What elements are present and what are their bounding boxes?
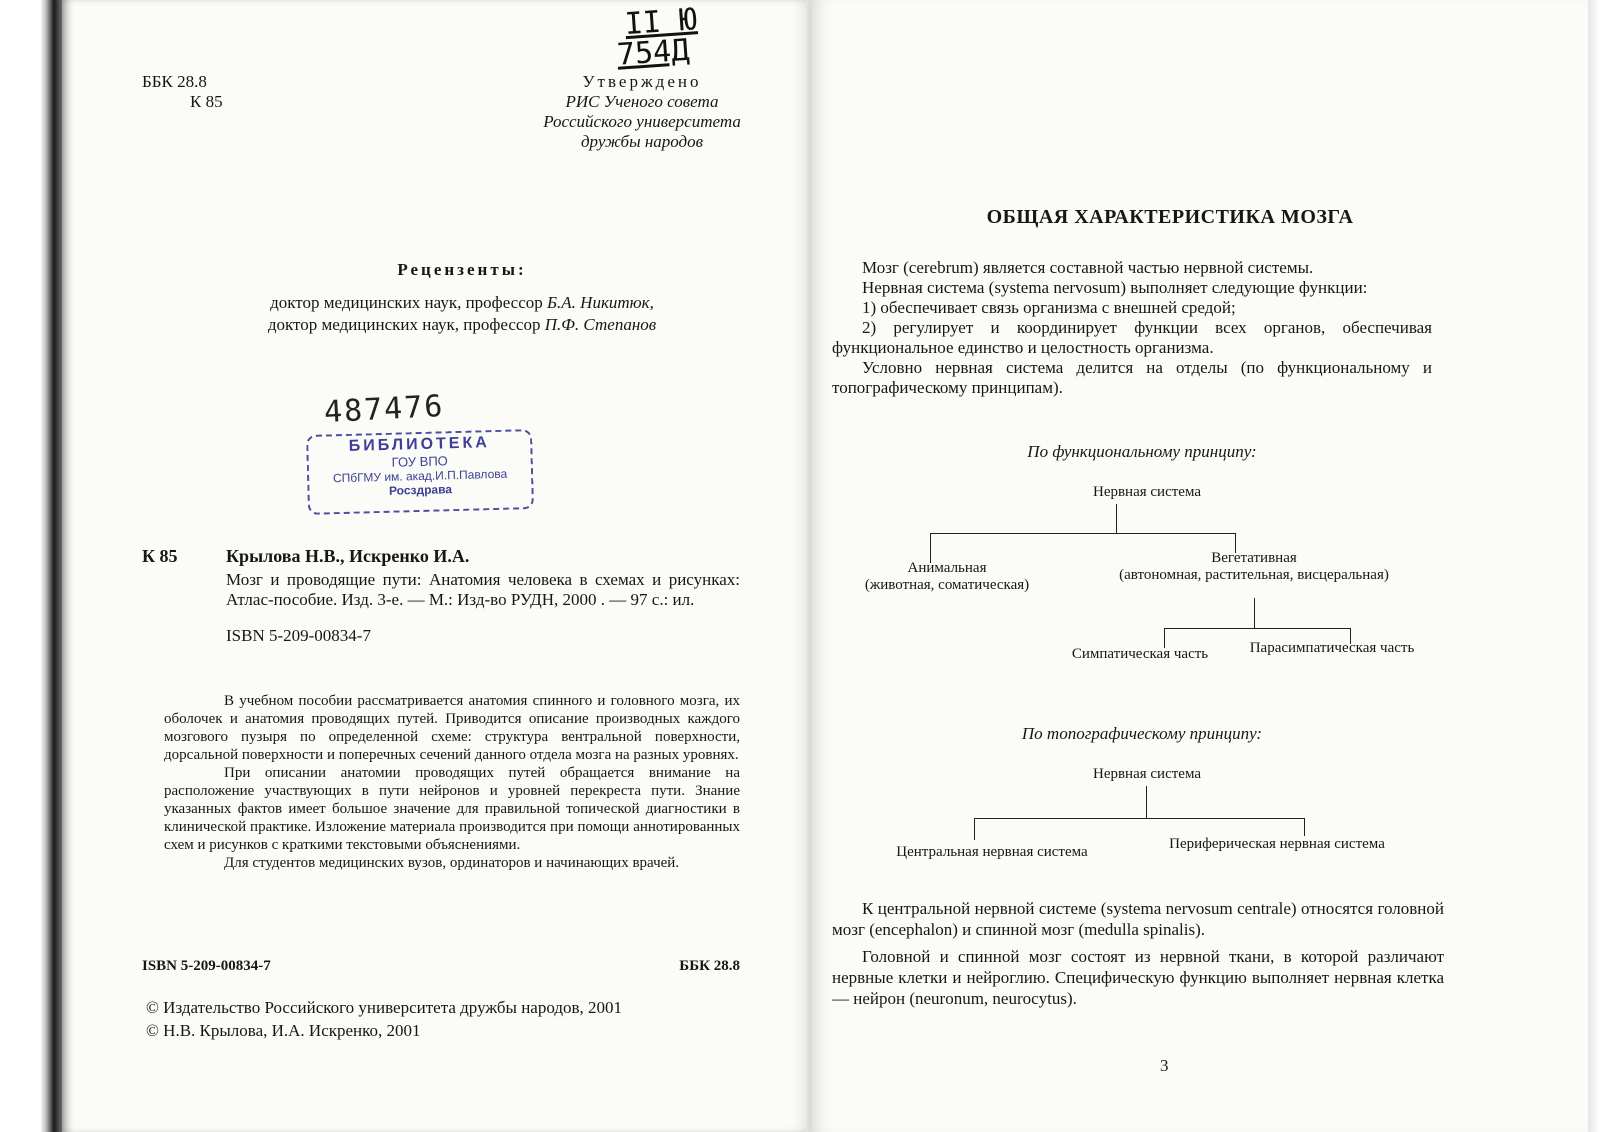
- authors: Крылова Н.В., Искренко И.А.: [226, 546, 470, 566]
- approved-label: Утверждено: [582, 72, 702, 91]
- abstract-paragraph-3: Для студентов медицинских вузов, ординаторов и начинающих врачей.: [224, 855, 680, 871]
- copyright-authors: © Н.В. Крылова, И.А. Искренко, 2001: [146, 1021, 421, 1040]
- stamp-line1: БИБЛИОТЕКА: [348, 434, 490, 455]
- paragraph-cns: К центральной нервной системе (systema nervosum centrale) относятся головной мозг (encephalon) и спинной мозг (medulla spinalis).: [832, 899, 1444, 939]
- topographic-root-node: Нервная система: [1092, 766, 1201, 782]
- paragraph-brain: Мозг (cerebrum) является составной частью нервной системы.: [862, 258, 1314, 277]
- reviewers-block: [212, 260, 712, 336]
- reviewers-heading: Рецензенты:: [397, 260, 527, 279]
- connector-line: [930, 533, 931, 563]
- topographic-principle-heading: По топографическому принципу:: [1021, 724, 1263, 743]
- handwritten-shelf-mark: [614, 2, 700, 73]
- isbn-bottom: ISBN 5-209-00834-7: [142, 958, 271, 974]
- reviewer-1: [212, 292, 712, 314]
- approval-block: [512, 72, 772, 152]
- approved-line4: дружбы народов: [580, 132, 704, 151]
- handwritten-shelf-mark-line2: 754Д: [615, 32, 691, 73]
- animal-node: [842, 560, 1052, 594]
- reviewer-1-name: Б.А. Никитюк,: [547, 293, 654, 312]
- reviewer-2-title: доктор медицинских наук, профессор: [267, 315, 545, 334]
- approved-line3: Российского университета: [543, 112, 741, 131]
- connector-line: [1146, 786, 1147, 818]
- connector-line: [974, 818, 1304, 819]
- catalog-code: К 85: [142, 546, 178, 566]
- vegetative-node-subtitle: (автономная, растительная, висцеральная): [1119, 567, 1389, 583]
- k-code: К 85: [190, 92, 223, 111]
- connector-line: [1164, 628, 1165, 648]
- book-edge-right: [1588, 0, 1600, 1132]
- catalog-entry: [226, 546, 740, 646]
- handwritten-shelf-mark-line1: II Ю: [623, 2, 699, 43]
- bbk-code: ББК 28.8: [142, 72, 207, 91]
- paragraph-divisions: Условно нервная система делится на отделы (по функциональному и топографическому принципам).: [832, 358, 1432, 397]
- connector-line: [1116, 504, 1117, 534]
- animal-node-subtitle: (животная, соматическая): [864, 577, 1030, 593]
- reviewer-2: [212, 314, 712, 336]
- approved-line2: РИС Ученого совета: [565, 92, 719, 111]
- vegetative-node-label: Вегетативная: [1211, 550, 1297, 566]
- connector-line: [930, 533, 1235, 534]
- page-number: 3: [1160, 1056, 1169, 1075]
- abstract-paragraph-1: В учебном пособии рассматривается анатомия спинного и головного мозга, их оболочек и анатомия проводящих путей. Приводится описание производных каждого мозгового пузыря по определенной схеме: структура вентральной поверхности, дорсальной поверхности и поперечных сечений данного отдела мозга на разных уровнях.: [164, 693, 740, 763]
- page-title: ОБЩАЯ ХАРАКТЕРИСТИКА МОЗГА: [986, 206, 1354, 228]
- cns-text: [832, 898, 1444, 1009]
- central-nervous-system-node: Центральная нервная система: [896, 844, 1088, 860]
- copyright-block: [146, 996, 746, 1042]
- paragraph-nervous-system: Нервная система (systema nervosum) выполняет следующие функции:: [862, 278, 1368, 297]
- stamp-line3: СПбГМУ им. акад.И.П.Павлова: [332, 466, 508, 486]
- connector-line: [1304, 818, 1305, 836]
- bbk-bottom: ББК 28.8: [679, 958, 740, 974]
- book-cover-edge-left: [0, 0, 62, 1132]
- stamp-line4: Росздрава: [388, 482, 453, 498]
- parasympathetic-node: Парасимпатическая часть: [1249, 640, 1415, 656]
- intro-text: [832, 258, 1432, 398]
- function-item-1: 1) обеспечивает связь организма с внешней средой;: [862, 298, 1236, 317]
- right-page: [812, 0, 1588, 1132]
- library-stamp: [306, 429, 534, 515]
- functional-principle-heading: По функциональному принципу:: [1027, 442, 1257, 461]
- isbn-line: ISBN 5-209-00834-7: [226, 626, 371, 645]
- functional-root-node: Нервная система: [1092, 484, 1201, 500]
- connector-line: [974, 818, 975, 840]
- left-page: [62, 0, 810, 1132]
- connector-line: [1164, 628, 1350, 629]
- book-description: Мозг и проводящие пути: Анатомия человека в схемах и рисунках: Атлас-пособие. Изд. 3-е. — М.: Изд-во РУДН, 2000 . — 97 с.: ил.: [226, 570, 740, 609]
- isbn-footer: [142, 958, 742, 975]
- stamp-line2: ГОУ ВПО: [391, 453, 448, 470]
- classification-block: [142, 72, 223, 112]
- abstract-paragraph-2: При описании анатомии проводящих путей обращается внимание на расположение участвующих в пути нейронов и уровней перекреста пути. Знание указанных фактов имеет большое значение для правильной топической диагностики в клинической практике. Изложение материала производится при помощи аннотированных схем и рисунков с краткими текстовыми объяснениями.: [164, 765, 740, 853]
- vegetative-node: [1074, 550, 1434, 584]
- animal-node-label: Анимальная: [907, 560, 987, 576]
- sympathetic-node: Симпатическая часть: [1071, 646, 1209, 662]
- reviewer-1-title: доктор медицинских наук, профессор: [270, 293, 547, 312]
- reviewer-2-name: П.Ф. Степанов: [544, 315, 657, 334]
- function-item-2: 2) регулирует и координирует функции всех органов, обеспечивая функциональное единство и целостность организма.: [832, 318, 1432, 357]
- handwritten-inventory-number: 487476: [323, 388, 446, 431]
- paragraph-nerve-tissue: Головной и спинной мозг состоят из нервной ткани, в которой различают нервные клетки и нейроглию. Специфическую функцию выполняет нервная клетка — нейрон (neuronum, neurocytus).: [832, 947, 1444, 1008]
- copyright-publisher: © Издательство Российского университета дружбы народов, 2001: [146, 998, 623, 1017]
- abstract: [164, 692, 740, 872]
- peripheral-nervous-system-node: Периферическая нервная система: [1169, 836, 1385, 852]
- connector-line: [1254, 598, 1255, 628]
